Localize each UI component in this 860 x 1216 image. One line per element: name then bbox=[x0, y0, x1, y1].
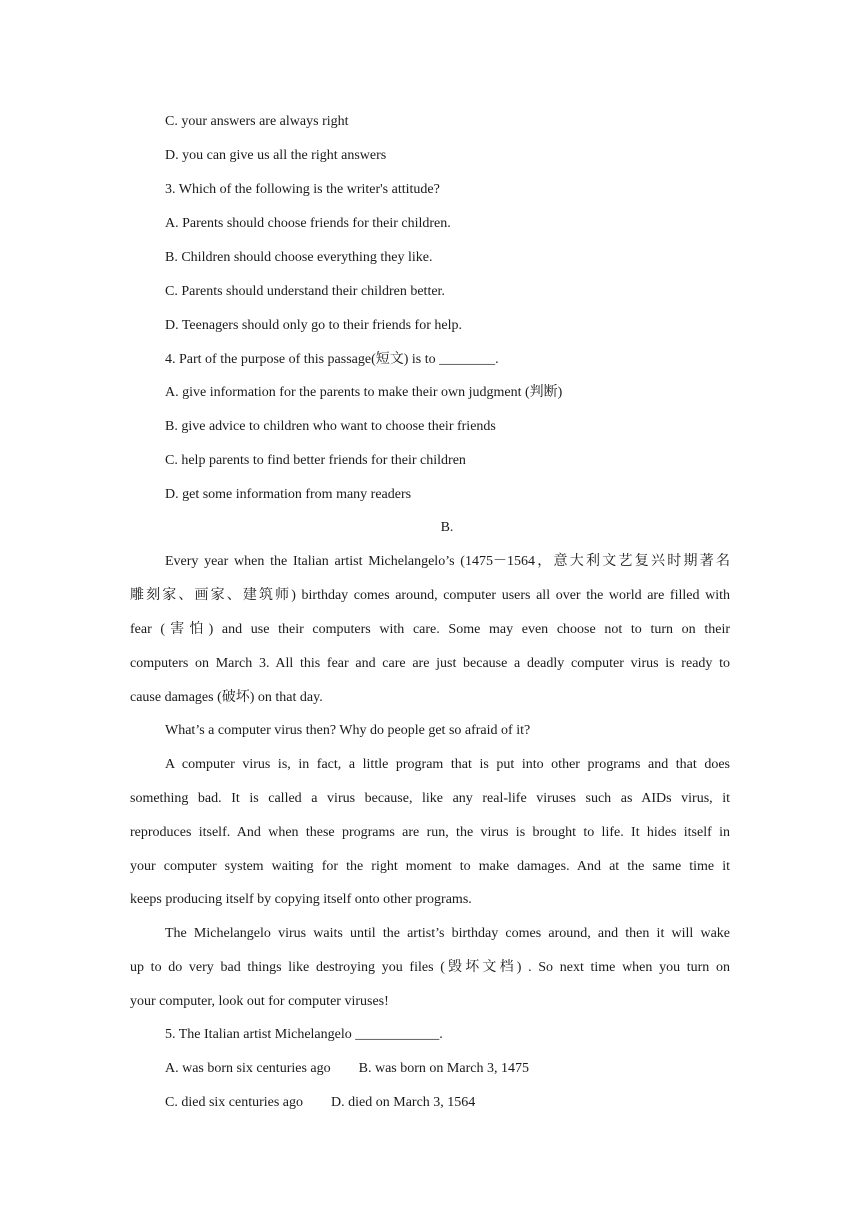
q3-option-c: C. Parents should understand their children better. bbox=[165, 284, 445, 299]
q4-option-d: D. get some information from many readers bbox=[165, 487, 412, 502]
paragraph-1-line: computers on March 3. All this fear and care are just because a deadly computer virus is ready to bbox=[130, 656, 730, 671]
q4-option-a: A. give information for the parents to make their own judgment (判断) bbox=[165, 385, 563, 400]
q2-option-c: C. your answers are always right bbox=[165, 114, 349, 129]
q3-stem: 3. Which of the following is the writer's attitude? bbox=[165, 182, 440, 197]
q4-option-b: B. give advice to children who want to choose their friends bbox=[165, 419, 496, 434]
paragraph-1-line: cause damages (破坏) on that day. bbox=[130, 690, 323, 705]
q5-options-row-2 bbox=[165, 1093, 475, 1113]
q3-option-a: A. Parents should choose friends for their children. bbox=[165, 216, 451, 231]
paragraph-4-line: your computer, look out for computer viruses! bbox=[130, 994, 389, 1009]
q5-option-a: A. was born six centuries ago bbox=[165, 1061, 331, 1076]
paragraph-2: What’s a computer virus then? Why do people get so afraid of it? bbox=[165, 723, 531, 738]
q3-option-b: B. Children should choose everything they like. bbox=[165, 250, 433, 265]
paragraph-4-line: The Michelangelo virus waits until the artist’s birthday comes around, and then it will wake bbox=[165, 926, 730, 941]
paragraph-1-line: Every year when the Italian artist Michelangelo’s (1475－1564，意大利文艺复兴时期著名 bbox=[165, 554, 730, 569]
q3-option-d: D. Teenagers should only go to their friends for help. bbox=[165, 318, 462, 333]
paragraph-3-line: keeps producing itself by copying itself onto other programs. bbox=[130, 892, 472, 907]
q5-options-row-1 bbox=[165, 1059, 529, 1079]
paragraph-3-line: your computer system waiting for the right moment to make damages. And at the same time it bbox=[130, 859, 730, 874]
paragraph-3-line: reproduces itself. And when these programs are run, the virus is brought to life. It hides itself in bbox=[130, 825, 730, 840]
paragraph-4-line: up to do very bad things like destroying you files (毁坏文档) . So next time when you turn on bbox=[130, 960, 730, 975]
q5-option-b: B. was born on March 3, 1475 bbox=[358, 1061, 529, 1076]
q4-option-c: C. help parents to find better friends for their children bbox=[165, 453, 466, 468]
section-heading: B. bbox=[440, 520, 454, 535]
paragraph-3-line: A computer virus is, in fact, a little program that is put into other programs and that does bbox=[165, 757, 730, 772]
q2-option-d: D. you can give us all the right answers bbox=[165, 148, 387, 163]
paragraph-3-line: something bad. It is called a virus because, like any real-life viruses such as AIDs virus, it bbox=[130, 791, 730, 806]
q5-stem: 5. The Italian artist Michelangelo ____________. bbox=[165, 1027, 443, 1042]
paragraph-1-line: fear (害怕) and use their computers with care. Some may even choose not to turn on their bbox=[130, 622, 730, 637]
q4-stem: 4. Part of the purpose of this passage(短文) is to ________. bbox=[165, 352, 499, 367]
paragraph-1-line: 雕刻家、画家、建筑师) birthday comes around, computer users all over the world are filled with bbox=[130, 588, 730, 603]
q5-option-c: C. died six centuries ago bbox=[165, 1095, 304, 1110]
q5-option-d: D. died on March 3, 1564 bbox=[331, 1095, 476, 1110]
